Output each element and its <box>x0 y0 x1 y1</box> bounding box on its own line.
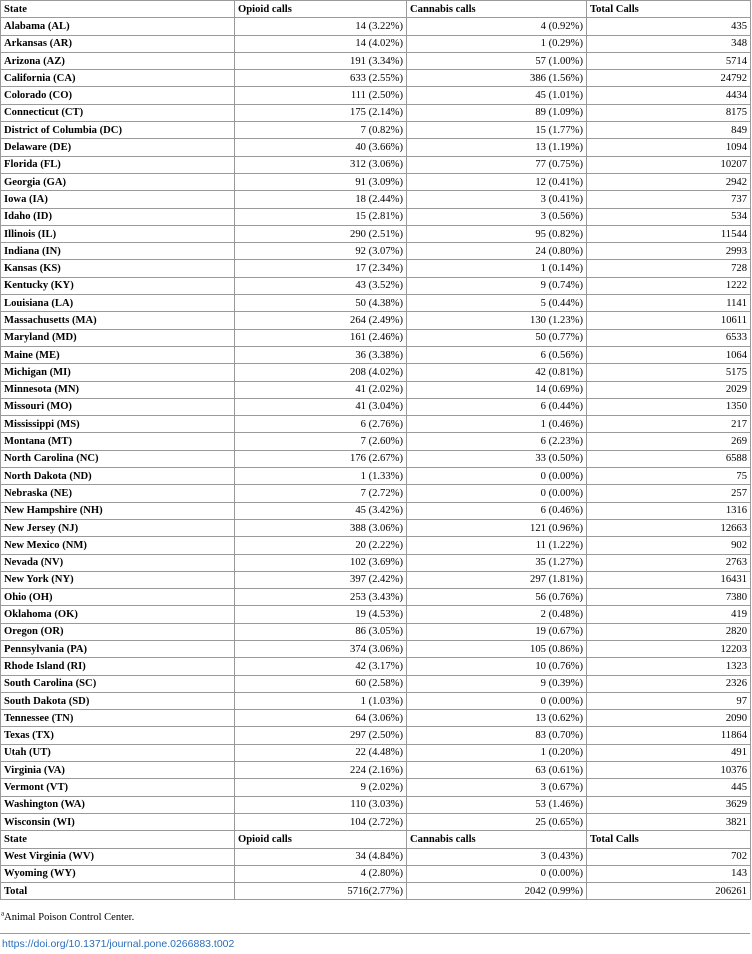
opioid-calls-cell: 20 (2.22%) <box>235 537 407 554</box>
table-row <box>1 295 751 312</box>
total-row <box>1 883 751 900</box>
state-cell: Wyoming (WY) <box>1 865 235 882</box>
total-calls-cell: 97 <box>587 692 751 709</box>
opioid-calls-cell: 22 (4.48%) <box>235 744 407 761</box>
total-calls-cell: 445 <box>587 779 751 796</box>
total-calls-cell: 3821 <box>587 813 751 830</box>
total-calls-cell: 5175 <box>587 364 751 381</box>
state-cell: South Carolina (SC) <box>1 675 235 692</box>
opioid-calls-cell: 19 (4.53%) <box>235 606 407 623</box>
opioid-calls-cell: 224 (2.16%) <box>235 762 407 779</box>
total-calls-cell: 728 <box>587 260 751 277</box>
table-row <box>1 104 751 121</box>
cannabis-calls-cell: 297 (1.81%) <box>407 571 587 588</box>
cannabis-calls-cell: 25 (0.65%) <box>407 813 587 830</box>
opioid-calls-cell: 9 (2.02%) <box>235 779 407 796</box>
total-calls-cell: 2029 <box>587 381 751 398</box>
header-state: State <box>1 831 235 848</box>
header-cannabis-calls: Cannabis calls <box>407 1 587 18</box>
total-calls-cell: 7380 <box>587 589 751 606</box>
state-cell: Idaho (ID) <box>1 208 235 225</box>
total-calls-cell: 1141 <box>587 295 751 312</box>
cannabis-calls-cell: 63 (0.61%) <box>407 762 587 779</box>
total-calls-cell: 737 <box>587 191 751 208</box>
footer-divider <box>0 933 750 934</box>
total-calls-cell: 11544 <box>587 225 751 242</box>
state-cell: Indiana (IN) <box>1 243 235 260</box>
cannabis-calls-cell: 19 (0.67%) <box>407 623 587 640</box>
cannabis-calls-cell: 3 (0.67%) <box>407 779 587 796</box>
table-row <box>1 762 751 779</box>
opioid-calls-cell: 43 (3.52%) <box>235 277 407 294</box>
total-calls-cell: 849 <box>587 122 751 139</box>
opioid-calls-cell: 50 (4.38%) <box>235 295 407 312</box>
state-cell: Arkansas (AR) <box>1 35 235 52</box>
opioid-calls-cell: 41 (2.02%) <box>235 381 407 398</box>
header-total-calls: Total Calls <box>587 1 751 18</box>
state-cell: North Carolina (NC) <box>1 450 235 467</box>
cannabis-calls-cell: 53 (1.46%) <box>407 796 587 813</box>
cannabis-calls-cell: 24 (0.80%) <box>407 243 587 260</box>
doi-link[interactable]: https://doi.org/10.1371/journal.pone.0266883.t002 <box>2 938 235 950</box>
total-calls-cell: 143 <box>587 865 751 882</box>
cannabis-calls-cell: 6 (0.46%) <box>407 502 587 519</box>
table-row <box>1 329 751 346</box>
cannabis-calls-cell: 3 (0.43%) <box>407 848 587 865</box>
cannabis-calls-cell: 3 (0.56%) <box>407 208 587 225</box>
table-row <box>1 87 751 104</box>
total-calls-cell: 491 <box>587 744 751 761</box>
cannabis-calls-cell: 1 (0.29%) <box>407 35 587 52</box>
total-calls-cell: 6588 <box>587 450 751 467</box>
cannabis-calls-cell: 0 (0.00%) <box>407 468 587 485</box>
state-cell: Rhode Island (RI) <box>1 658 235 675</box>
state-cell: Ohio (OH) <box>1 589 235 606</box>
table-row <box>1 727 751 744</box>
opioid-calls-cell: 175 (2.14%) <box>235 104 407 121</box>
total-calls-cell: 1064 <box>587 346 751 363</box>
cannabis-calls-cell: 45 (1.01%) <box>407 87 587 104</box>
opioid-calls-cell: 86 (3.05%) <box>235 623 407 640</box>
state-cell: Delaware (DE) <box>1 139 235 156</box>
opioid-calls-cell: 14 (3.22%) <box>235 18 407 35</box>
state-cell: South Dakota (SD) <box>1 692 235 709</box>
cannabis-calls-cell: 14 (0.69%) <box>407 381 587 398</box>
cannabis-calls-cell: 95 (0.82%) <box>407 225 587 242</box>
opioid-calls-cell: 45 (3.42%) <box>235 502 407 519</box>
opioid-calls-cell: 1 (1.03%) <box>235 692 407 709</box>
cannabis-calls-cell: 1 (0.14%) <box>407 260 587 277</box>
table-row <box>1 52 751 69</box>
state-cell: Oregon (OR) <box>1 623 235 640</box>
table-row <box>1 485 751 502</box>
state-cell: Mississippi (MS) <box>1 416 235 433</box>
footnote-text: Animal Poison Control Center. <box>4 912 135 923</box>
cannabis-calls-cell: 42 (0.81%) <box>407 364 587 381</box>
table-row <box>1 381 751 398</box>
opioid-calls-cell: 104 (2.72%) <box>235 813 407 830</box>
state-cell: New York (NY) <box>1 571 235 588</box>
state-cell: California (CA) <box>1 70 235 87</box>
opioid-calls-cell: 60 (2.58%) <box>235 675 407 692</box>
total-calls-cell: 2993 <box>587 243 751 260</box>
header-opioid-calls: Opioid calls <box>235 831 407 848</box>
total-calls-cell: 269 <box>587 433 751 450</box>
total-calls-cell: 2090 <box>587 710 751 727</box>
state-cell: Missouri (MO) <box>1 398 235 415</box>
cannabis-calls-cell: 57 (1.00%) <box>407 52 587 69</box>
opioid-calls-cell: 7 (0.82%) <box>235 122 407 139</box>
opioid-calls-cell: 388 (3.06%) <box>235 519 407 536</box>
state-cell: Minnesota (MN) <box>1 381 235 398</box>
table-row <box>1 658 751 675</box>
opioid-calls-cell: 111 (2.50%) <box>235 87 407 104</box>
table-row <box>1 675 751 692</box>
total-calls-cell: 257 <box>587 485 751 502</box>
total-calls-cell: 902 <box>587 537 751 554</box>
opioid-calls-cell: 633 (2.55%) <box>235 70 407 87</box>
table-row <box>1 416 751 433</box>
table-body <box>1 1 751 900</box>
opioid-calls-cell: 34 (4.84%) <box>235 848 407 865</box>
table-row <box>1 744 751 761</box>
total-calls-cell: 8175 <box>587 104 751 121</box>
table-row <box>1 779 751 796</box>
table-row <box>1 450 751 467</box>
table-row <box>1 606 751 623</box>
total-calls-cell: 2820 <box>587 623 751 640</box>
state-cell: Iowa (IA) <box>1 191 235 208</box>
total-calls-cell: 2326 <box>587 675 751 692</box>
cannabis-calls-cell: 121 (0.96%) <box>407 519 587 536</box>
table-row <box>1 468 751 485</box>
opioid-calls-cell: 41 (3.04%) <box>235 398 407 415</box>
cannabis-calls-cell: 0 (0.00%) <box>407 485 587 502</box>
total-calls-cell: 6533 <box>587 329 751 346</box>
state-cell: Nevada (NV) <box>1 554 235 571</box>
total-calls-cell: 1323 <box>587 658 751 675</box>
state-cell: Illinois (IL) <box>1 225 235 242</box>
total-calls-cell: 1350 <box>587 398 751 415</box>
cannabis-calls-cell: 0 (0.00%) <box>407 865 587 882</box>
state-cell: Vermont (VT) <box>1 779 235 796</box>
table-row <box>1 208 751 225</box>
opioid-calls-cell: 397 (2.42%) <box>235 571 407 588</box>
header-state: State <box>1 1 235 18</box>
repeat-header-row <box>1 831 751 848</box>
footnote-marker: a <box>1 909 5 918</box>
state-cell: Utah (UT) <box>1 744 235 761</box>
table-row <box>1 865 751 882</box>
cannabis-calls-cell: 130 (1.23%) <box>407 312 587 329</box>
table-row <box>1 346 751 363</box>
cannabis-calls-cell: 13 (1.19%) <box>407 139 587 156</box>
table-row <box>1 623 751 640</box>
opioid-calls-cell: 253 (3.43%) <box>235 589 407 606</box>
opioid-calls-cell: 7 (2.72%) <box>235 485 407 502</box>
opioid-calls-cell: 1 (1.33%) <box>235 468 407 485</box>
state-cell: District of Columbia (DC) <box>1 122 235 139</box>
table-row <box>1 225 751 242</box>
table-row <box>1 502 751 519</box>
table-row <box>1 312 751 329</box>
table-row <box>1 260 751 277</box>
total-calls-cell: 12663 <box>587 519 751 536</box>
total-calls-cell: 4434 <box>587 87 751 104</box>
state-cell: New Hampshire (NH) <box>1 502 235 519</box>
table-row <box>1 173 751 190</box>
state-cell: New Mexico (NM) <box>1 537 235 554</box>
table-row <box>1 191 751 208</box>
total-calls-cell: 3629 <box>587 796 751 813</box>
header-opioid-calls: Opioid calls <box>235 1 407 18</box>
table-row <box>1 813 751 830</box>
total-calls-cell: 12203 <box>587 640 751 657</box>
table-row <box>1 537 751 554</box>
state-cell: Maryland (MD) <box>1 329 235 346</box>
table-row <box>1 589 751 606</box>
table-row <box>1 35 751 52</box>
opioid-calls-cell: 208 (4.02%) <box>235 364 407 381</box>
state-cell: Montana (MT) <box>1 433 235 450</box>
total-opioid-calls: 5716(2.77%) <box>235 883 407 900</box>
header-row <box>1 1 751 18</box>
table-row <box>1 122 751 139</box>
table-row <box>1 692 751 709</box>
table-row <box>1 70 751 87</box>
table-row <box>1 640 751 657</box>
opioid-calls-cell: 14 (4.02%) <box>235 35 407 52</box>
state-cell: Louisiana (LA) <box>1 295 235 312</box>
state-cell: Wisconsin (WI) <box>1 813 235 830</box>
cannabis-calls-cell: 6 (2.23%) <box>407 433 587 450</box>
total-calls-cell: 11864 <box>587 727 751 744</box>
state-cell: New Jersey (NJ) <box>1 519 235 536</box>
cannabis-calls-cell: 56 (0.76%) <box>407 589 587 606</box>
cannabis-calls-cell: 386 (1.56%) <box>407 70 587 87</box>
opioid-calls-cell: 36 (3.38%) <box>235 346 407 363</box>
state-cell: Colorado (CO) <box>1 87 235 104</box>
opioid-calls-cell: 290 (2.51%) <box>235 225 407 242</box>
state-cell: West Virginia (WV) <box>1 848 235 865</box>
opioid-calls-cell: 312 (3.06%) <box>235 156 407 173</box>
cannabis-calls-cell: 35 (1.27%) <box>407 554 587 571</box>
cannabis-calls-cell: 12 (0.41%) <box>407 173 587 190</box>
cannabis-calls-cell: 1 (0.46%) <box>407 416 587 433</box>
table-row <box>1 139 751 156</box>
total-calls-cell: 419 <box>587 606 751 623</box>
opioid-calls-cell: 42 (3.17%) <box>235 658 407 675</box>
total-calls-cell: 1094 <box>587 139 751 156</box>
opioid-calls-cell: 7 (2.60%) <box>235 433 407 450</box>
opioid-calls-cell: 92 (3.07%) <box>235 243 407 260</box>
opioid-calls-cell: 102 (3.69%) <box>235 554 407 571</box>
opioid-calls-cell: 40 (3.66%) <box>235 139 407 156</box>
table-footnote <box>1 909 135 923</box>
opioid-calls-cell: 191 (3.34%) <box>235 52 407 69</box>
cannabis-calls-cell: 13 (0.62%) <box>407 710 587 727</box>
cannabis-calls-cell: 9 (0.39%) <box>407 675 587 692</box>
cannabis-calls-cell: 50 (0.77%) <box>407 329 587 346</box>
table-row <box>1 571 751 588</box>
table-row <box>1 364 751 381</box>
total-label: Total <box>1 883 235 900</box>
table-row <box>1 433 751 450</box>
total-calls-sum: 206261 <box>587 883 751 900</box>
cannabis-calls-cell: 11 (1.22%) <box>407 537 587 554</box>
cannabis-calls-cell: 10 (0.76%) <box>407 658 587 675</box>
total-calls-cell: 10611 <box>587 312 751 329</box>
state-cell: Texas (TX) <box>1 727 235 744</box>
state-cell: North Dakota (ND) <box>1 468 235 485</box>
cannabis-calls-cell: 1 (0.20%) <box>407 744 587 761</box>
table-row <box>1 398 751 415</box>
cannabis-calls-cell: 2 (0.48%) <box>407 606 587 623</box>
cannabis-calls-cell: 0 (0.00%) <box>407 692 587 709</box>
state-cell: Massachusetts (MA) <box>1 312 235 329</box>
cannabis-calls-cell: 105 (0.86%) <box>407 640 587 657</box>
table-row <box>1 848 751 865</box>
total-calls-cell: 5714 <box>587 52 751 69</box>
cannabis-calls-cell: 33 (0.50%) <box>407 450 587 467</box>
table-row <box>1 156 751 173</box>
cannabis-calls-cell: 3 (0.41%) <box>407 191 587 208</box>
opioid-calls-cell: 17 (2.34%) <box>235 260 407 277</box>
total-calls-cell: 75 <box>587 468 751 485</box>
opioid-calls-cell: 6 (2.76%) <box>235 416 407 433</box>
opioid-calls-cell: 64 (3.06%) <box>235 710 407 727</box>
total-calls-cell: 1222 <box>587 277 751 294</box>
state-cell: Kansas (KS) <box>1 260 235 277</box>
table-row <box>1 710 751 727</box>
state-cell: Maine (ME) <box>1 346 235 363</box>
total-calls-cell: 24792 <box>587 70 751 87</box>
table-row <box>1 554 751 571</box>
cannabis-calls-cell: 6 (0.56%) <box>407 346 587 363</box>
total-calls-cell: 2763 <box>587 554 751 571</box>
state-cell: Tennessee (TN) <box>1 710 235 727</box>
total-calls-cell: 2942 <box>587 173 751 190</box>
opioid-calls-cell: 176 (2.67%) <box>235 450 407 467</box>
cannabis-calls-cell: 9 (0.74%) <box>407 277 587 294</box>
opioid-calls-cell: 161 (2.46%) <box>235 329 407 346</box>
state-cell: Florida (FL) <box>1 156 235 173</box>
state-cell: Arizona (AZ) <box>1 52 235 69</box>
cannabis-calls-cell: 15 (1.77%) <box>407 122 587 139</box>
cannabis-calls-cell: 89 (1.09%) <box>407 104 587 121</box>
table-row <box>1 277 751 294</box>
state-cell: Pennsylvania (PA) <box>1 640 235 657</box>
total-calls-cell: 10207 <box>587 156 751 173</box>
state-cell: Kentucky (KY) <box>1 277 235 294</box>
state-cell: Oklahoma (OK) <box>1 606 235 623</box>
state-cell: Washington (WA) <box>1 796 235 813</box>
table-row <box>1 243 751 260</box>
total-calls-cell: 435 <box>587 18 751 35</box>
opioid-calls-cell: 91 (3.09%) <box>235 173 407 190</box>
cannabis-calls-cell: 5 (0.44%) <box>407 295 587 312</box>
total-calls-cell: 1316 <box>587 502 751 519</box>
opioid-calls-cell: 110 (3.03%) <box>235 796 407 813</box>
state-cell: Nebraska (NE) <box>1 485 235 502</box>
opioid-calls-cell: 374 (3.06%) <box>235 640 407 657</box>
opioid-calls-cell: 297 (2.50%) <box>235 727 407 744</box>
state-cell: Virginia (VA) <box>1 762 235 779</box>
cannabis-calls-cell: 6 (0.44%) <box>407 398 587 415</box>
table-row <box>1 18 751 35</box>
total-cannabis-calls: 2042 (0.99%) <box>407 883 587 900</box>
total-calls-cell: 10376 <box>587 762 751 779</box>
state-cell: Michigan (MI) <box>1 364 235 381</box>
opioid-calls-cell: 15 (2.81%) <box>235 208 407 225</box>
cannabis-calls-cell: 77 (0.75%) <box>407 156 587 173</box>
total-calls-cell: 217 <box>587 416 751 433</box>
total-calls-cell: 702 <box>587 848 751 865</box>
total-calls-cell: 348 <box>587 35 751 52</box>
total-calls-cell: 16431 <box>587 571 751 588</box>
state-cell: Alabama (AL) <box>1 18 235 35</box>
total-calls-cell: 534 <box>587 208 751 225</box>
cannabis-calls-cell: 4 (0.92%) <box>407 18 587 35</box>
opioid-calls-cell: 264 (2.49%) <box>235 312 407 329</box>
state-cell: Georgia (GA) <box>1 173 235 190</box>
opioid-calls-cell: 18 (2.44%) <box>235 191 407 208</box>
cannabis-calls-cell: 83 (0.70%) <box>407 727 587 744</box>
opioid-calls-cell: 4 (2.80%) <box>235 865 407 882</box>
table-row <box>1 519 751 536</box>
table-row <box>1 796 751 813</box>
header-total-calls: Total Calls <box>587 831 751 848</box>
header-cannabis-calls: Cannabis calls <box>407 831 587 848</box>
state-cell: Connecticut (CT) <box>1 104 235 121</box>
